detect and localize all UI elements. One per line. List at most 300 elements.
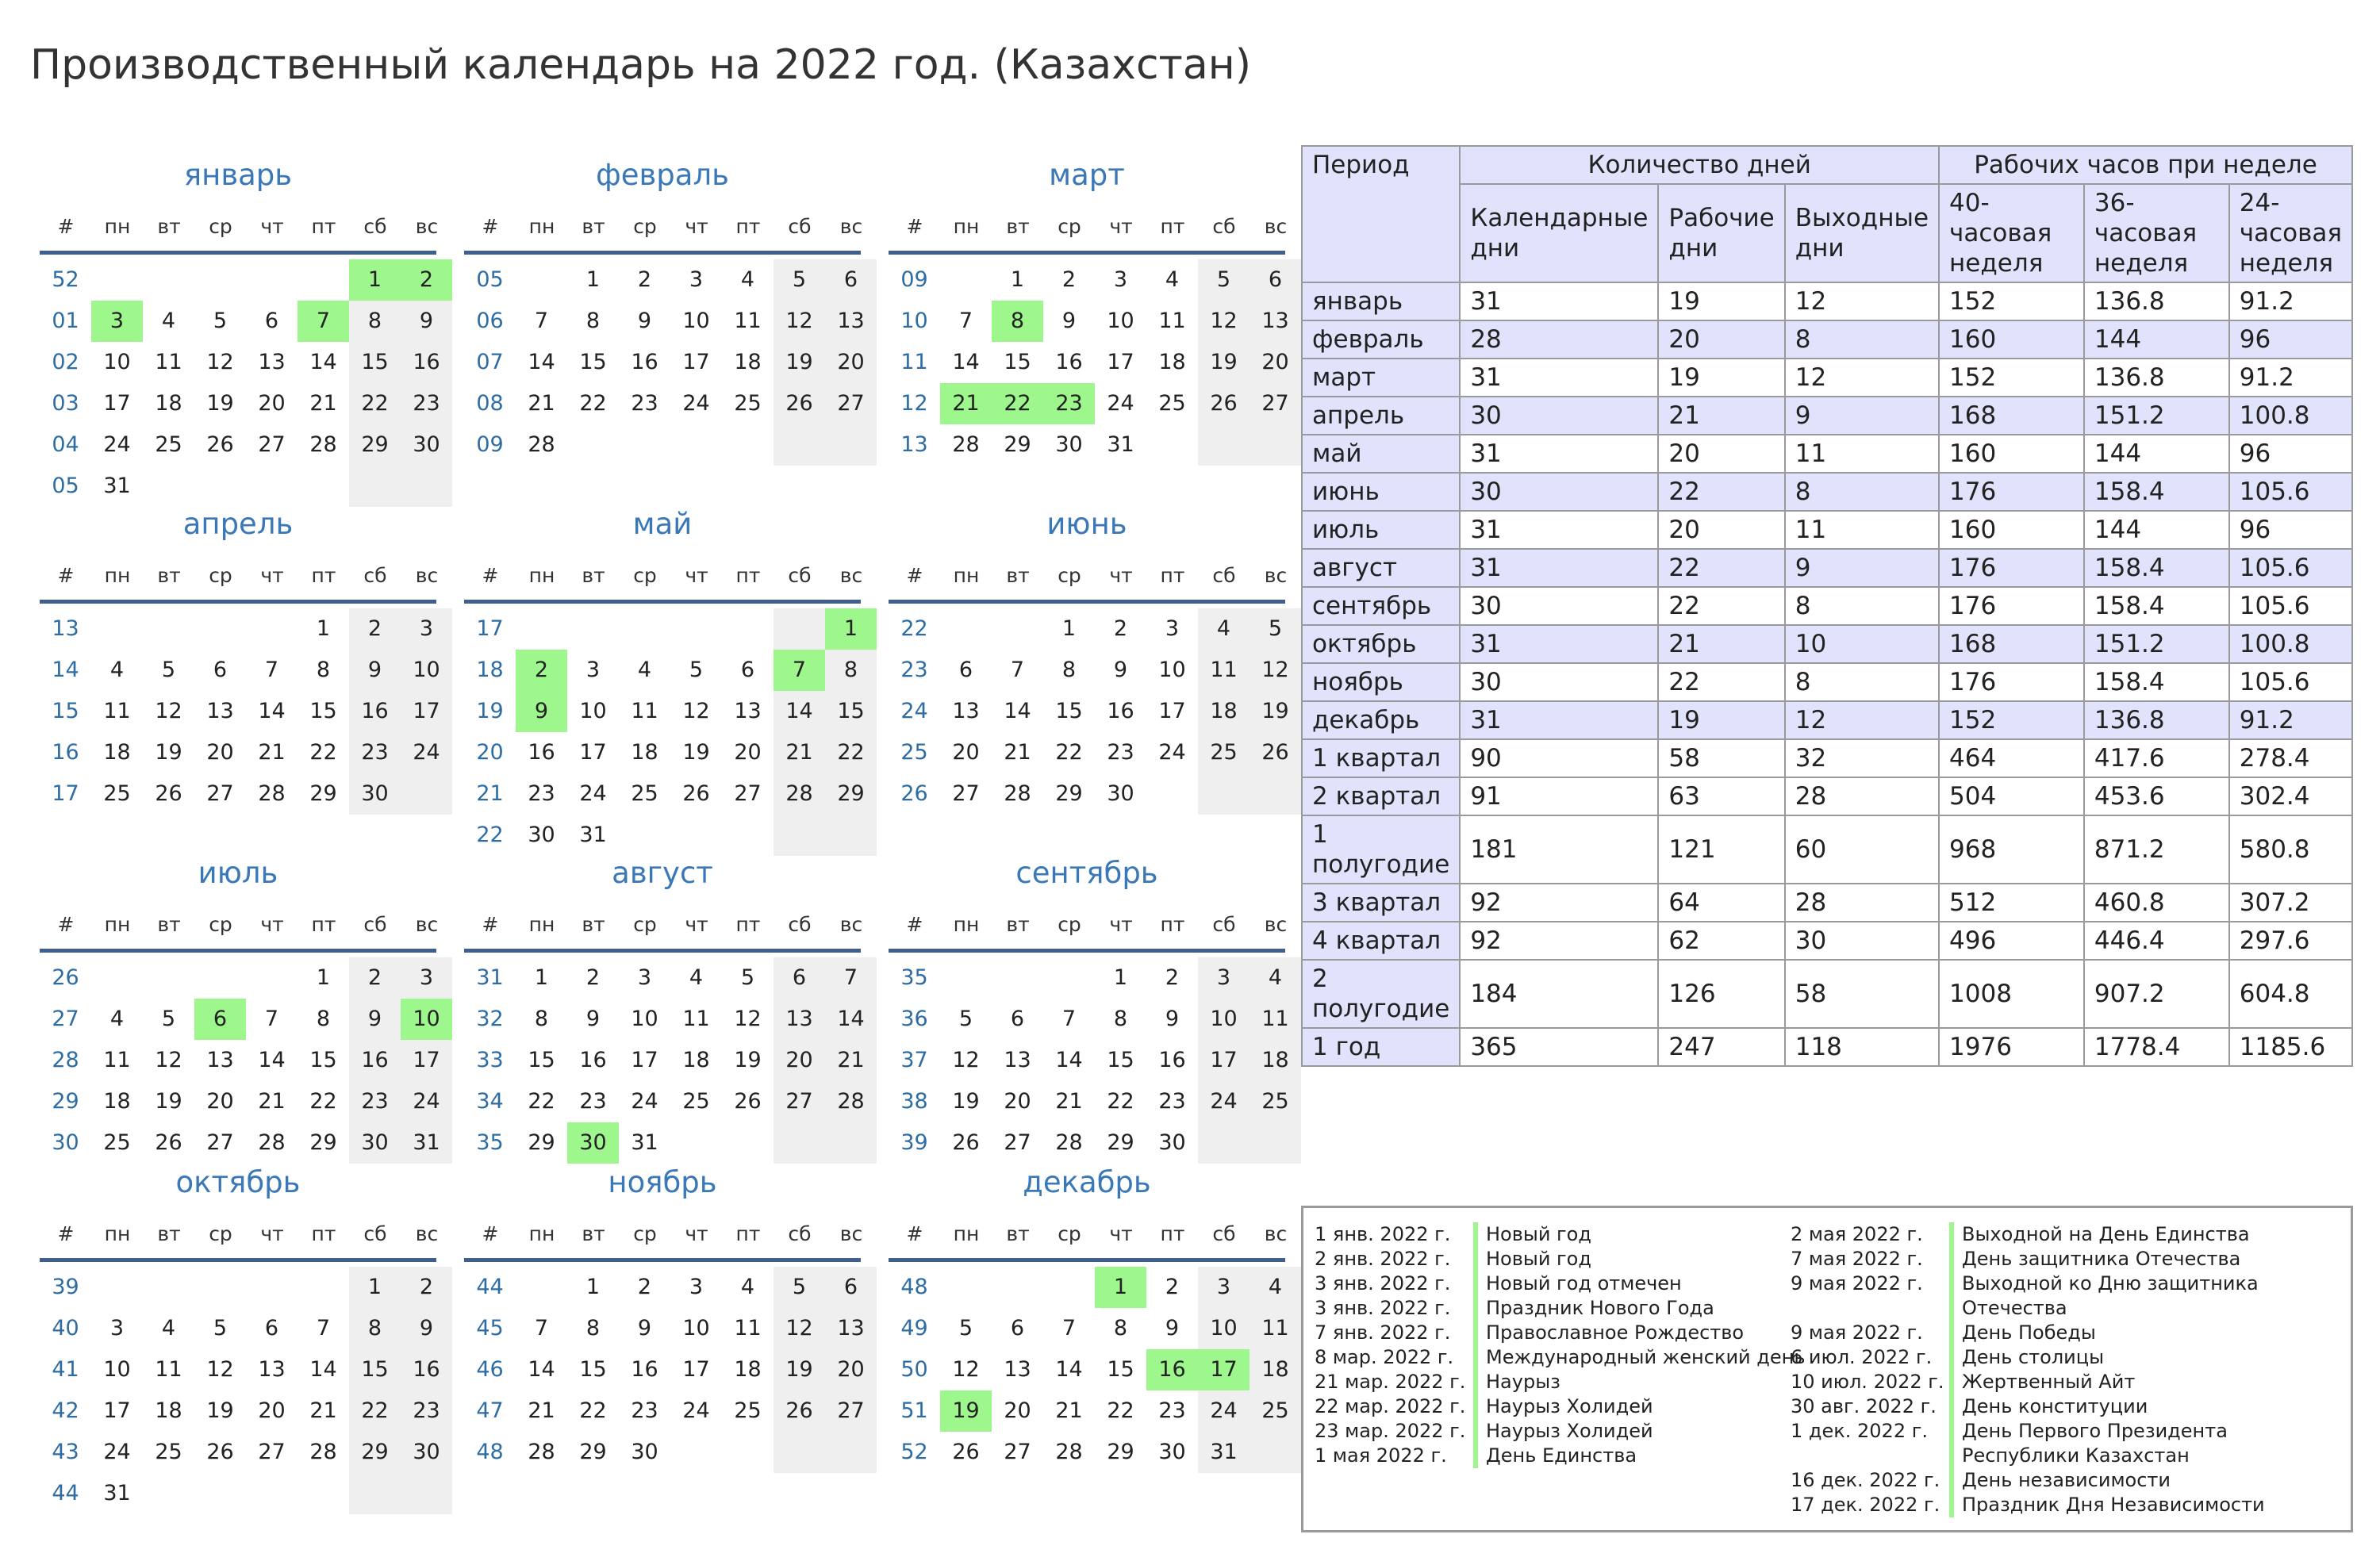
month-days — [889, 1262, 1289, 1475]
holiday-date: 17 дек. 2022 г. — [1791, 1494, 1940, 1516]
holiday-name: День Победы — [1949, 1321, 2096, 1345]
day-cell: 5 — [958, 1316, 973, 1340]
holiday-name: Жертвенный Айт — [1949, 1370, 2135, 1394]
day-cell: 27 — [825, 383, 877, 424]
week-number: 22 — [900, 616, 928, 641]
day-cell: 14 — [1055, 1048, 1083, 1072]
weekday-label: вт — [157, 564, 181, 587]
weekday-label: ср — [209, 564, 232, 587]
day-cell: 18 — [103, 740, 131, 765]
day-cell: 4 — [689, 965, 704, 990]
stat-cell: 512 — [1939, 884, 2084, 922]
stat-cell: 30 — [1460, 663, 1658, 701]
holiday-day: 2 — [401, 259, 452, 301]
day-cell: 5 — [740, 965, 755, 990]
stat-cell: 278.4 — [2229, 739, 2352, 777]
stat-cell: 21 — [1658, 625, 1784, 663]
weekday-label: вс — [1264, 913, 1288, 936]
stat-cell: 22 — [1658, 587, 1784, 625]
holiday-name: Наурыз Холидей — [1473, 1419, 1653, 1444]
day-cell: 3 — [585, 658, 601, 682]
day-cell: 12 — [1250, 650, 1301, 691]
month-days — [464, 1262, 865, 1475]
weekday-header — [40, 901, 439, 953]
day-cell: 7 — [534, 309, 549, 333]
day-cell: 6 — [1010, 1316, 1025, 1340]
week-number: 30 — [52, 1130, 79, 1155]
stats-row — [1302, 473, 2352, 511]
holiday-entry — [1315, 1370, 1805, 1394]
weekday-header — [40, 552, 439, 604]
holiday-entry — [1315, 1271, 1805, 1296]
stat-cell: 20 — [1658, 435, 1784, 473]
day-cell: 4 — [109, 658, 125, 682]
stat-cell: 151.2 — [2084, 625, 2229, 663]
weekday-label: чт — [260, 215, 284, 238]
day-cell: 6 — [213, 658, 228, 682]
holiday-entry — [1791, 1370, 2346, 1394]
day-cell: 24 — [1158, 740, 1186, 765]
stat-cell: 8 — [1785, 587, 1939, 625]
holiday-entry — [1315, 1247, 1805, 1271]
stat-cell: 96 — [2229, 511, 2352, 549]
day-cell: 13 — [258, 1357, 286, 1382]
holiday-name: Новый год — [1473, 1247, 1591, 1271]
day-cell: 7 — [534, 1316, 549, 1340]
day-cell: 3 — [1198, 957, 1250, 999]
weekday-label: пн — [528, 913, 555, 936]
weekday-label: пт — [311, 913, 336, 936]
day-cell: 1 — [316, 965, 331, 990]
week-number: 36 — [900, 1007, 928, 1031]
day-cell: 25 — [734, 391, 762, 416]
week-number-header: # — [906, 215, 923, 238]
stat-cell: 9 — [1785, 397, 1939, 435]
day-cell: 10 — [579, 699, 607, 723]
stat-cell: 151.2 — [2084, 397, 2229, 435]
day-cell: 9 — [401, 301, 452, 342]
day-cell: 9 — [637, 309, 652, 333]
day-cell: 25 — [1158, 391, 1186, 416]
stat-cell: 22 — [1658, 549, 1784, 587]
day-cell: 19 — [155, 740, 182, 765]
day-cell: 14 — [825, 999, 877, 1040]
weekday-label: ср — [633, 1222, 657, 1245]
stat-cell: 453.6 — [2084, 777, 2229, 815]
day-cell: 5 — [161, 658, 176, 682]
day-cell: 2 — [1165, 1275, 1180, 1299]
day-cell: 6 — [740, 658, 755, 682]
day-cell: 11 — [155, 350, 182, 374]
day-cell: 24 — [682, 1398, 710, 1423]
stats-row — [1302, 960, 2352, 1028]
month-name: январь — [183, 158, 293, 192]
weekend-empty-cell — [349, 1473, 401, 1514]
holiday-name: Православное Рождество — [1473, 1321, 1744, 1345]
week-number: 45 — [476, 1316, 504, 1340]
day-cell: 9 — [1165, 1007, 1180, 1031]
stat-cell: 8 — [1785, 473, 1939, 511]
day-cell: 24 — [103, 432, 131, 457]
day-cell: 18 — [155, 1398, 182, 1423]
day-cell: 31 — [401, 1122, 452, 1164]
stat-cell: 21 — [1658, 397, 1784, 435]
day-cell: 2 — [637, 267, 652, 292]
stat-cell: 58 — [1785, 960, 1939, 1028]
stat-cell: 871.2 — [2084, 815, 2229, 884]
weekday-label: чт — [1109, 215, 1133, 238]
day-cell: 6 — [774, 957, 825, 999]
holiday-name: Выходной ко Дню защитника Отечества — [1949, 1271, 2346, 1321]
day-cell: 8 — [585, 1316, 601, 1340]
month-3 — [889, 148, 1289, 467]
holiday-day: 17 — [1198, 1349, 1250, 1390]
day-cell: 20 — [206, 1089, 234, 1114]
day-cell: 30 — [631, 1440, 658, 1464]
day-cell: 8 — [825, 650, 877, 691]
day-cell: 4 — [740, 267, 755, 292]
day-cell: 1 — [585, 1275, 601, 1299]
day-cell: 3 — [689, 1275, 704, 1299]
stat-cell: 136.8 — [2084, 701, 2229, 739]
day-cell: 29 — [1004, 432, 1031, 457]
stat-cell: 176 — [1939, 473, 2084, 511]
day-cell: 24 — [631, 1089, 658, 1114]
stat-cell: 152 — [1939, 359, 2084, 397]
stat-cell: 31 — [1460, 435, 1658, 473]
period-cell: 2 полугодие — [1302, 960, 1460, 1028]
weekday-label: чт — [260, 1222, 284, 1245]
stat-cell: 302.4 — [2229, 777, 2352, 815]
day-cell: 25 — [631, 781, 658, 806]
holiday-entry — [1791, 1419, 2346, 1468]
period-cell: июнь — [1302, 473, 1460, 511]
weekday-label: ср — [209, 1222, 232, 1245]
day-cell: 11 — [1158, 309, 1186, 333]
day-cell: 3 — [109, 1316, 125, 1340]
day-cell: 1 — [1113, 965, 1128, 990]
holiday-date: 9 мая 2022 г. — [1791, 1321, 1923, 1344]
day-cell: 21 — [1004, 740, 1031, 765]
day-cell: 24 — [401, 1081, 452, 1122]
period-cell: февраль — [1302, 320, 1460, 359]
day-cell: 12 — [774, 1308, 825, 1349]
weekday-label: вт — [582, 913, 605, 936]
holiday-name: День защитника Отечества — [1949, 1247, 2240, 1271]
month-name: июль — [198, 856, 278, 890]
stat-cell: 8 — [1785, 320, 1939, 359]
day-cell: 23 — [579, 1089, 607, 1114]
weekday-label: вс — [839, 215, 863, 238]
period-cell: сентябрь — [1302, 587, 1460, 625]
day-cell: 28 — [825, 1081, 877, 1122]
stats-row — [1302, 1028, 2352, 1066]
stat-cell: 158.4 — [2084, 587, 2229, 625]
month-days — [889, 604, 1289, 816]
day-cell: 24 — [1198, 1390, 1250, 1432]
day-cell: 18 — [1198, 691, 1250, 732]
holiday-name: День независимости — [1949, 1468, 2171, 1493]
weekday-label: чт — [1109, 564, 1133, 587]
day-cell: 11 — [1250, 1308, 1301, 1349]
day-cell: 22 — [579, 1398, 607, 1423]
week-number: 26 — [52, 965, 79, 990]
weekday-label: пн — [953, 215, 980, 238]
day-cell: 7 — [264, 658, 279, 682]
week-number-header: # — [906, 913, 923, 936]
day-cell: 28 — [258, 781, 286, 806]
week-number-header: # — [482, 913, 499, 936]
holiday-entry — [1791, 1222, 2346, 1247]
weekday-label: вт — [157, 215, 181, 238]
week-number: 05 — [52, 474, 79, 498]
weekday-label: пн — [104, 564, 131, 587]
week-number: 02 — [52, 350, 79, 374]
day-cell: 19 — [206, 391, 234, 416]
day-cell: 14 — [258, 1048, 286, 1072]
day-cell: 18 — [734, 350, 762, 374]
month-6 — [889, 497, 1289, 816]
weekday-label: сб — [363, 913, 387, 936]
day-cell: 28 — [952, 432, 980, 457]
day-cell: 27 — [258, 432, 286, 457]
stat-cell: 158.4 — [2084, 549, 2229, 587]
weekday-label: пт — [1160, 1222, 1185, 1245]
day-cell: 27 — [734, 781, 762, 806]
day-cell: 26 — [206, 1440, 234, 1464]
day-cell: 15 — [1107, 1048, 1134, 1072]
day-cell: 30 — [1158, 1130, 1186, 1155]
day-cell: 8 — [316, 1007, 331, 1031]
stat-cell: 92 — [1460, 922, 1658, 960]
week-number-header: # — [906, 564, 923, 587]
day-cell: 25 — [682, 1089, 710, 1114]
week-number-header: # — [57, 215, 75, 238]
week-number: 51 — [900, 1398, 928, 1423]
day-cell: 3 — [401, 608, 452, 650]
weekday-label: сб — [1212, 215, 1236, 238]
week-number: 16 — [52, 740, 79, 765]
day-cell: 16 — [528, 740, 555, 765]
week-number: 21 — [476, 781, 504, 806]
stat-cell: 19 — [1658, 359, 1784, 397]
weekday-label: сб — [788, 913, 812, 936]
stat-cell: 96 — [2229, 320, 2352, 359]
weekday-label: пт — [311, 1222, 336, 1245]
stat-cell: 12 — [1785, 701, 1939, 739]
week-number: 49 — [900, 1316, 928, 1340]
period-cell: 3 квартал — [1302, 884, 1460, 922]
holiday-date: 23 мар. 2022 г. — [1315, 1420, 1466, 1442]
stat-cell: 10 — [1785, 625, 1939, 663]
day-cell: 15 — [579, 350, 607, 374]
holiday-day: 10 — [401, 999, 452, 1040]
day-cell: 20 — [258, 1398, 286, 1423]
stat-cell: 31 — [1460, 549, 1658, 587]
day-cell: 23 — [528, 781, 555, 806]
week-number: 42 — [52, 1398, 79, 1423]
weekday-header — [889, 552, 1288, 604]
day-cell: 10 — [401, 650, 452, 691]
week-number-header: # — [57, 564, 75, 587]
stat-cell: 22 — [1658, 663, 1784, 701]
day-cell: 7 — [264, 1007, 279, 1031]
stat-cell: 63 — [1658, 777, 1784, 815]
weekday-label: ср — [633, 564, 657, 587]
weekday-label: чт — [1109, 913, 1133, 936]
day-cell: 28 — [1004, 781, 1031, 806]
day-cell: 22 — [825, 732, 877, 773]
header-period: Период — [1302, 146, 1460, 282]
month-9 — [889, 846, 1289, 1165]
day-cell: 23 — [1158, 1398, 1186, 1423]
holiday-date: 30 авг. 2022 г. — [1791, 1395, 1937, 1417]
weekday-label: пн — [953, 913, 980, 936]
stats-row — [1302, 511, 2352, 549]
day-cell: 14 — [528, 350, 555, 374]
stat-cell: 105.6 — [2229, 663, 2352, 701]
month-days — [889, 255, 1289, 467]
week-number: 48 — [900, 1275, 928, 1299]
holiday-entry — [1315, 1321, 1805, 1345]
day-cell: 23 — [1107, 740, 1134, 765]
month-days — [464, 604, 865, 857]
week-number: 50 — [900, 1357, 928, 1382]
week-number-header: # — [482, 215, 499, 238]
day-cell: 21 — [309, 1398, 337, 1423]
day-cell: 15 — [825, 691, 877, 732]
day-cell: 29 — [1107, 1130, 1134, 1155]
day-cell: 22 — [579, 391, 607, 416]
stat-cell: 176 — [1939, 663, 2084, 701]
day-cell: 12 — [206, 1357, 234, 1382]
day-cell: 22 — [309, 1089, 337, 1114]
weekday-label: сб — [363, 564, 387, 587]
day-cell: 25 — [155, 432, 182, 457]
day-cell: 31 — [103, 1481, 131, 1505]
holiday-date: 3 янв. 2022 г. — [1315, 1272, 1451, 1294]
period-cell: май — [1302, 435, 1460, 473]
weekday-label: вс — [415, 1222, 439, 1245]
week-number: 17 — [52, 781, 79, 806]
holiday-day: 6 — [194, 999, 246, 1040]
day-cell: 24 — [682, 391, 710, 416]
holiday-date: 6 июл. 2022 г. — [1791, 1346, 1933, 1368]
week-number: 39 — [52, 1275, 79, 1299]
day-cell: 14 — [1055, 1357, 1083, 1382]
month-10 — [40, 1155, 440, 1516]
stat-cell: 20 — [1658, 511, 1784, 549]
day-cell: 15 — [349, 1349, 401, 1390]
stat-cell: 496 — [1939, 922, 2084, 960]
day-cell: 9 — [349, 999, 401, 1040]
day-cell: 8 — [316, 658, 331, 682]
holiday-date: 22 мар. 2022 г. — [1315, 1395, 1466, 1417]
week-number: 38 — [900, 1089, 928, 1114]
day-cell: 12 — [206, 350, 234, 374]
day-cell: 13 — [1250, 301, 1301, 342]
holiday-name: Новый год — [1473, 1222, 1591, 1247]
day-cell: 26 — [952, 1130, 980, 1155]
day-cell: 17 — [1107, 350, 1134, 374]
day-cell: 27 — [1250, 383, 1301, 424]
day-cell: 3 — [689, 267, 704, 292]
holiday-date: 2 янв. 2022 г. — [1315, 1248, 1451, 1270]
holiday-date: 21 мар. 2022 г. — [1315, 1371, 1466, 1393]
month-4 — [40, 497, 440, 816]
weekend-empty-cell — [1250, 424, 1301, 466]
weekend-empty-cell — [774, 608, 825, 650]
day-cell: 11 — [631, 699, 658, 723]
day-cell: 6 — [1250, 259, 1301, 301]
holiday-entry — [1791, 1321, 2346, 1345]
weekday-label: пн — [104, 1222, 131, 1245]
stat-cell: 160 — [1939, 511, 2084, 549]
day-cell: 10 — [1158, 658, 1186, 682]
day-cell: 12 — [952, 1357, 980, 1382]
day-cell: 10 — [103, 1357, 131, 1382]
holiday-day: 3 — [91, 301, 143, 342]
stat-cell: 152 — [1939, 282, 2084, 320]
week-number: 52 — [52, 267, 79, 292]
day-cell: 28 — [528, 432, 555, 457]
day-cell: 21 — [825, 1040, 877, 1081]
stat-cell: 144 — [2084, 511, 2229, 549]
day-cell: 26 — [682, 781, 710, 806]
weekday-header — [889, 1210, 1288, 1262]
month-days — [40, 255, 440, 508]
weekday-label: чт — [685, 1222, 708, 1245]
day-cell: 19 — [774, 342, 825, 383]
week-number: 20 — [476, 740, 504, 765]
stat-cell: 92 — [1460, 884, 1658, 922]
holiday-date: 1 янв. 2022 г. — [1315, 1223, 1451, 1245]
holiday-name: Наурыз Холидей — [1473, 1394, 1653, 1419]
stat-cell: 126 — [1658, 960, 1784, 1028]
holiday-name: Праздник Дня Независимости — [1949, 1493, 2265, 1517]
day-cell: 8 — [534, 1007, 549, 1031]
holiday-day: 30 — [567, 1122, 619, 1164]
weekday-label: пт — [311, 564, 336, 587]
day-cell: 29 — [1107, 1440, 1134, 1464]
weekday-label: вс — [415, 913, 439, 936]
week-number: 12 — [900, 391, 928, 416]
weekday-label: вт — [157, 1222, 181, 1245]
day-cell: 2 — [1113, 616, 1128, 641]
weekday-label: пн — [104, 215, 131, 238]
holiday-name: День Первого Президента Республики Казахстан — [1949, 1419, 2346, 1468]
stat-cell: 176 — [1939, 549, 2084, 587]
stat-cell: 91 — [1460, 777, 1658, 815]
weekend-empty-cell — [774, 424, 825, 466]
day-cell: 3 — [401, 957, 452, 999]
stats-row — [1302, 701, 2352, 739]
day-cell: 9 — [1165, 1316, 1180, 1340]
day-cell: 17 — [1158, 699, 1186, 723]
page-title: Производственный календарь на 2022 год. (Казахстан) — [30, 41, 1251, 89]
day-cell: 28 — [774, 773, 825, 815]
stat-cell: 31 — [1460, 359, 1658, 397]
stats-row — [1302, 282, 2352, 320]
day-cell: 22 — [309, 740, 337, 765]
stat-cell: 1976 — [1939, 1028, 2084, 1066]
day-cell: 5 — [774, 1267, 825, 1308]
week-number: 29 — [52, 1089, 79, 1114]
week-number: 47 — [476, 1398, 504, 1423]
holiday-entry — [1315, 1296, 1805, 1321]
week-number-header: # — [482, 564, 499, 587]
holiday-date: 7 мая 2022 г. — [1791, 1248, 1923, 1270]
